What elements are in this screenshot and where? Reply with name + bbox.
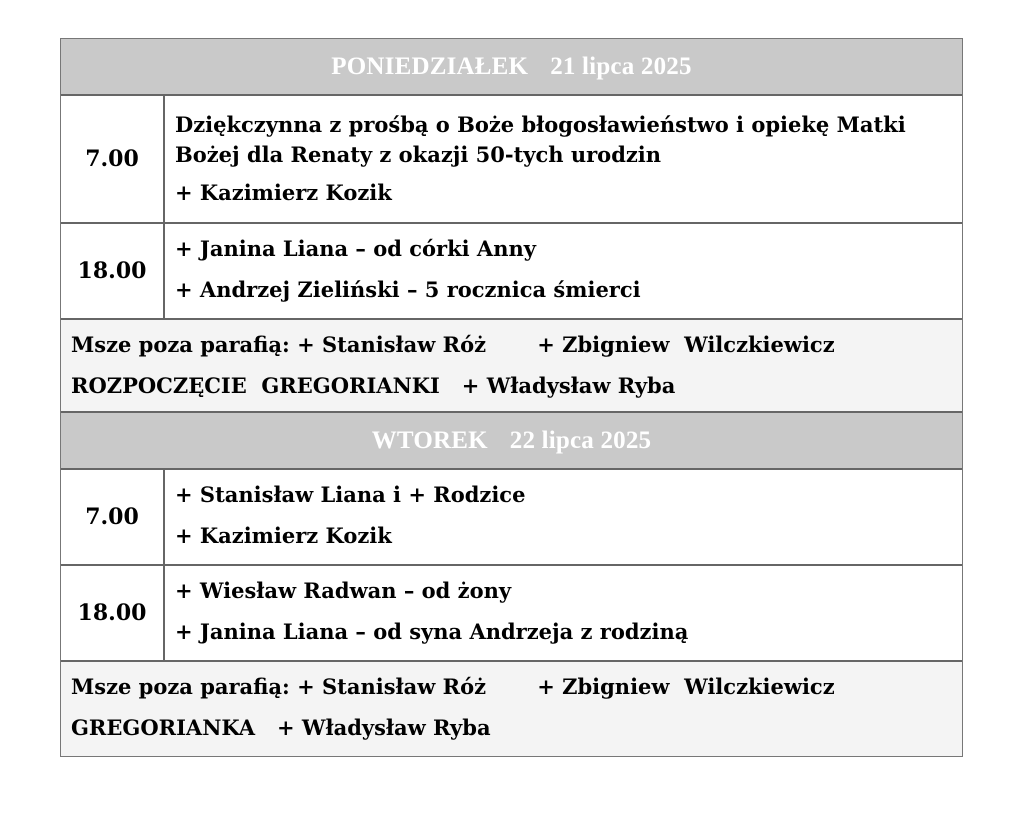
outside-intention: + Zbigniew Wilczkiewicz (537, 332, 835, 357)
intention: + Janina Liana – od syna Andrzeja z rodziną (175, 619, 689, 644)
gregorian-label: ROZPOCZĘCIE GREGORIANKI (71, 373, 440, 398)
intention: + Wiesław Radwan – od żony (175, 578, 512, 603)
intention: + Andrzej Zieliński – 5 rocznica śmierci (175, 277, 641, 302)
outside-intention: + Stanisław Róż (297, 332, 487, 357)
day-name: PONIEDZIAŁEK (331, 52, 529, 80)
outside-label: Msze poza parafią: (71, 674, 290, 699)
mass-intentions (165, 96, 962, 222)
intention: + Janina Liana – od córki Anny (175, 236, 536, 261)
mass-row (61, 566, 962, 662)
outside-parish-masses (61, 320, 962, 413)
intention: + Kazimierz Kozik (175, 523, 392, 548)
outside-line (71, 371, 952, 401)
intention: Dziękczynna z prośbą o Boże błogosławieństwo i opiekę Matki Bożej dla Renaty z okazji 50-tych urodzin (175, 112, 906, 167)
day-name: WTOREK (371, 426, 488, 454)
mass-time: 7.00 (61, 470, 165, 564)
intention: + Kazimierz Kozik (175, 180, 392, 205)
outside-intention: + Władysław Ryba (277, 715, 491, 740)
outside-intention: + Stanisław Róż (297, 674, 487, 699)
mass-time: 18.00 (61, 224, 165, 318)
outside-parish-masses (61, 662, 962, 756)
mass-row (61, 470, 962, 566)
day-header-tuesday (61, 413, 962, 470)
outside-line (71, 330, 952, 360)
day-date: 22 lipca 2025 (509, 426, 652, 454)
day-date: 21 lipca 2025 (550, 52, 692, 80)
outside-label: Msze poza parafią: (71, 332, 290, 357)
mass-schedule-table (60, 38, 963, 757)
mass-intentions (165, 224, 962, 318)
mass-time: 7.00 (61, 96, 165, 222)
outside-intention: + Zbigniew Wilczkiewicz (537, 674, 835, 699)
intention: + Stanisław Liana i + Rodzice (175, 482, 526, 507)
outside-line (71, 672, 952, 702)
mass-row (61, 224, 962, 320)
day-header-monday (61, 39, 962, 96)
mass-intentions (165, 470, 962, 564)
outside-line (71, 713, 952, 743)
mass-time: 18.00 (61, 566, 165, 660)
mass-row (61, 96, 962, 224)
gregorian-label: GREGORIANKA (71, 715, 256, 740)
mass-intentions (165, 566, 962, 660)
outside-intention: + Władysław Ryba (461, 373, 676, 398)
